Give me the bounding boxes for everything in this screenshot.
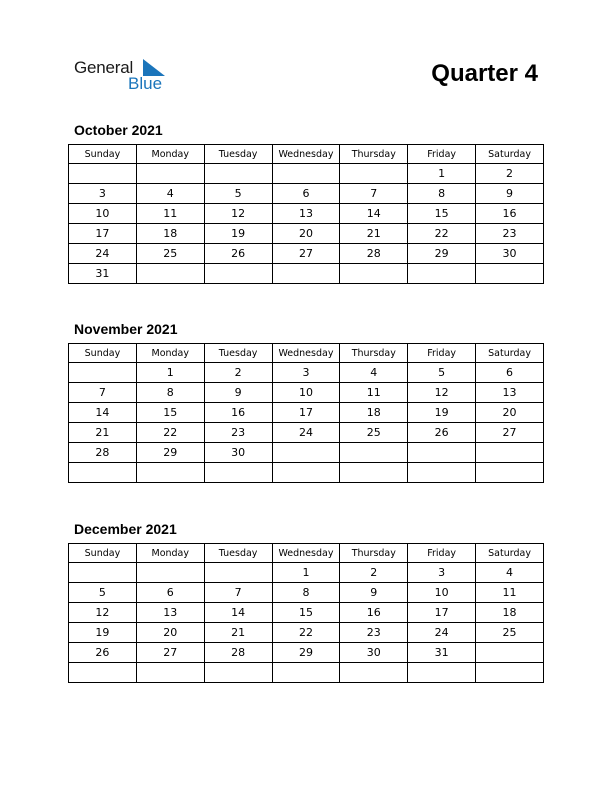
day-cell [476, 663, 544, 683]
day-cell: 10 [272, 383, 340, 403]
day-cell [340, 463, 408, 483]
day-cell: 4 [136, 184, 204, 204]
week-row [69, 643, 544, 663]
week-row [69, 603, 544, 623]
day-cell: 5 [204, 184, 272, 204]
week-row [69, 184, 544, 204]
day-cell: 14 [69, 403, 137, 423]
day-cell: 26 [69, 643, 137, 663]
day-cell [69, 463, 137, 483]
weekday-header: Tuesday [204, 145, 272, 164]
day-cell: 7 [69, 383, 137, 403]
day-cell: 19 [408, 403, 476, 423]
day-cell: 25 [476, 623, 544, 643]
day-cell: 29 [408, 244, 476, 264]
day-cell: 22 [408, 224, 476, 244]
day-cell: 28 [340, 244, 408, 264]
day-cell: 23 [204, 423, 272, 443]
day-cell: 27 [136, 643, 204, 663]
day-cell: 6 [476, 363, 544, 383]
day-cell: 18 [476, 603, 544, 623]
day-cell [136, 463, 204, 483]
calendar-table [68, 343, 544, 483]
day-cell: 8 [136, 383, 204, 403]
logo-text-general: General [74, 58, 134, 77]
month-title: October 2021 [74, 122, 163, 138]
day-cell: 19 [69, 623, 137, 643]
day-cell: 7 [204, 583, 272, 603]
weekday-header-row [69, 344, 544, 363]
day-cell: 4 [340, 363, 408, 383]
day-cell: 19 [204, 224, 272, 244]
day-cell [340, 443, 408, 463]
day-cell: 15 [408, 204, 476, 224]
day-cell: 12 [408, 383, 476, 403]
day-cell: 27 [272, 244, 340, 264]
day-cell: 18 [136, 224, 204, 244]
week-row [69, 423, 544, 443]
day-cell: 3 [272, 363, 340, 383]
day-cell [136, 663, 204, 683]
day-cell [136, 563, 204, 583]
week-row [69, 383, 544, 403]
day-cell: 1 [408, 164, 476, 184]
day-cell: 30 [476, 244, 544, 264]
day-cell: 28 [204, 643, 272, 663]
day-cell [204, 164, 272, 184]
month-title: December 2021 [74, 521, 177, 537]
day-cell [69, 563, 137, 583]
weekday-header: Sunday [69, 544, 137, 563]
day-cell [340, 164, 408, 184]
weekday-header: Wednesday [272, 145, 340, 164]
day-cell [69, 164, 137, 184]
day-cell: 4 [476, 563, 544, 583]
weekday-header: Saturday [476, 344, 544, 363]
weekday-header-row [69, 544, 544, 563]
weekday-header: Thursday [340, 344, 408, 363]
weekday-header: Saturday [476, 145, 544, 164]
day-cell: 30 [204, 443, 272, 463]
weekday-header: Tuesday [204, 344, 272, 363]
day-cell [272, 164, 340, 184]
day-cell [204, 264, 272, 284]
week-row [69, 224, 544, 244]
week-row [69, 204, 544, 224]
day-cell: 1 [136, 363, 204, 383]
week-row [69, 363, 544, 383]
general-blue-logo [74, 58, 174, 94]
day-cell: 23 [340, 623, 408, 643]
day-cell [272, 663, 340, 683]
month-block-december [68, 521, 544, 683]
day-cell: 20 [272, 224, 340, 244]
weekday-header: Sunday [69, 344, 137, 363]
day-cell: 9 [204, 383, 272, 403]
day-cell: 21 [204, 623, 272, 643]
day-cell: 12 [69, 603, 137, 623]
day-cell: 9 [476, 184, 544, 204]
weekday-header: Tuesday [204, 544, 272, 563]
day-cell [136, 164, 204, 184]
day-cell: 11 [476, 583, 544, 603]
day-cell: 10 [69, 204, 137, 224]
week-row [69, 264, 544, 284]
week-row [69, 623, 544, 643]
day-cell [408, 463, 476, 483]
day-cell [272, 443, 340, 463]
day-cell: 26 [408, 423, 476, 443]
day-cell [272, 463, 340, 483]
weekday-header: Monday [136, 145, 204, 164]
week-row [69, 244, 544, 264]
day-cell: 24 [272, 423, 340, 443]
day-cell: 6 [272, 184, 340, 204]
day-cell [204, 563, 272, 583]
day-cell: 16 [204, 403, 272, 423]
weekday-header: Friday [408, 344, 476, 363]
day-cell: 13 [272, 204, 340, 224]
day-cell: 30 [340, 643, 408, 663]
day-cell: 14 [204, 603, 272, 623]
day-cell: 25 [136, 244, 204, 264]
day-cell: 17 [272, 403, 340, 423]
day-cell: 3 [69, 184, 137, 204]
day-cell: 5 [408, 363, 476, 383]
weekday-header: Thursday [340, 544, 408, 563]
day-cell: 24 [408, 623, 476, 643]
day-cell: 20 [136, 623, 204, 643]
day-cell: 15 [136, 403, 204, 423]
weekday-header-row [69, 145, 544, 164]
month-block-october [68, 122, 544, 284]
weekday-header: Sunday [69, 145, 137, 164]
day-cell [204, 663, 272, 683]
day-cell: 15 [272, 603, 340, 623]
day-cell: 6 [136, 583, 204, 603]
day-cell: 17 [408, 603, 476, 623]
day-cell: 12 [204, 204, 272, 224]
day-cell: 2 [476, 164, 544, 184]
day-cell: 17 [69, 224, 137, 244]
week-row [69, 443, 544, 463]
day-cell: 29 [272, 643, 340, 663]
day-cell [340, 663, 408, 683]
day-cell: 8 [408, 184, 476, 204]
day-cell: 9 [340, 583, 408, 603]
day-cell: 7 [340, 184, 408, 204]
day-cell: 16 [476, 204, 544, 224]
calendar-table [68, 543, 544, 683]
week-row [69, 663, 544, 683]
day-cell: 11 [136, 204, 204, 224]
weekday-header: Wednesday [272, 344, 340, 363]
day-cell: 31 [408, 643, 476, 663]
day-cell: 22 [272, 623, 340, 643]
week-row [69, 403, 544, 423]
day-cell [204, 463, 272, 483]
weekday-header: Monday [136, 544, 204, 563]
day-cell [476, 264, 544, 284]
weekday-header: Friday [408, 544, 476, 563]
week-row [69, 463, 544, 483]
day-cell: 8 [272, 583, 340, 603]
day-cell: 1 [272, 563, 340, 583]
day-cell [272, 264, 340, 284]
day-cell: 13 [476, 383, 544, 403]
week-row [69, 563, 544, 583]
week-row [69, 583, 544, 603]
day-cell [476, 463, 544, 483]
day-cell: 28 [69, 443, 137, 463]
day-cell: 22 [136, 423, 204, 443]
day-cell: 11 [340, 383, 408, 403]
day-cell: 16 [340, 603, 408, 623]
logo-text-blue: Blue [128, 74, 163, 93]
day-cell [69, 363, 137, 383]
day-cell: 27 [476, 423, 544, 443]
month-title: November 2021 [74, 321, 178, 337]
day-cell [136, 264, 204, 284]
day-cell: 14 [340, 204, 408, 224]
day-cell: 2 [204, 363, 272, 383]
page-title: Quarter 4 [431, 60, 538, 87]
day-cell: 3 [408, 563, 476, 583]
day-cell: 29 [136, 443, 204, 463]
weekday-header: Thursday [340, 145, 408, 164]
day-cell: 26 [204, 244, 272, 264]
day-cell: 21 [340, 224, 408, 244]
month-block-november [68, 321, 544, 483]
calendar-table [68, 144, 544, 284]
day-cell [408, 663, 476, 683]
week-row [69, 164, 544, 184]
day-cell: 20 [476, 403, 544, 423]
weekday-header: Monday [136, 344, 204, 363]
day-cell: 10 [408, 583, 476, 603]
day-cell: 13 [136, 603, 204, 623]
day-cell: 18 [340, 403, 408, 423]
weekday-header: Friday [408, 145, 476, 164]
day-cell: 31 [69, 264, 137, 284]
day-cell: 23 [476, 224, 544, 244]
weekday-header: Saturday [476, 544, 544, 563]
day-cell: 2 [340, 563, 408, 583]
day-cell: 25 [340, 423, 408, 443]
day-cell: 24 [69, 244, 137, 264]
day-cell [340, 264, 408, 284]
day-cell: 21 [69, 423, 137, 443]
day-cell [69, 663, 137, 683]
weekday-header: Wednesday [272, 544, 340, 563]
day-cell [476, 643, 544, 663]
day-cell [408, 443, 476, 463]
day-cell: 5 [69, 583, 137, 603]
day-cell [476, 443, 544, 463]
day-cell [408, 264, 476, 284]
